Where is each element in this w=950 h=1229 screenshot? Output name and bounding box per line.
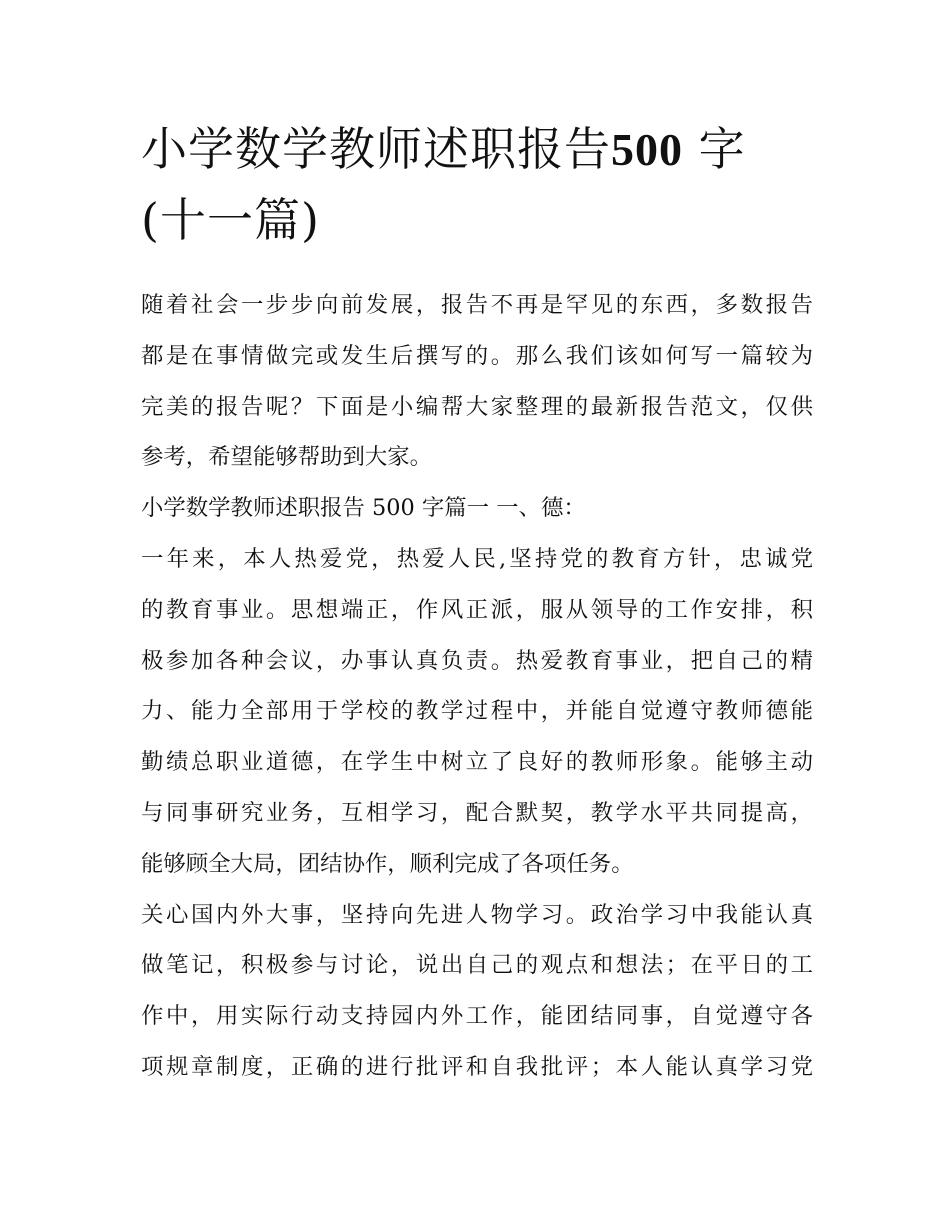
document-body: [141, 280, 813, 1093]
paragraph-section-heading: [141, 483, 813, 534]
text-line: 都是在事情做完或发生后撰写的。那么我们该如何写一篇较为: [141, 342, 813, 369]
paragraph-intro: [141, 280, 813, 483]
title-text: 小学数学教师述职报告: [141, 122, 611, 176]
text-line: 的教育事业。思想端正，作风正派，服从领导的工作安排，积: [141, 596, 813, 623]
text-line: 一年来，本人热爱党，热爱人民,坚持党的教育方针，忠诚党: [141, 545, 813, 572]
text-line: 完美的报告呢？下面是小编帮大家整理的最新报告范文，仅供: [141, 393, 813, 420]
text-line: 做笔记，积极参与讨论，说出自己的观点和想法；在平日的工: [141, 952, 813, 979]
text-line: 项规章制度，正确的进行批评和自我批评；本人能认真学习党: [141, 1053, 813, 1080]
text-line: 能够顾全大局，团结协作，顺利完成了各项任务。: [141, 850, 634, 877]
text-line: 小学数学教师述职报告 500 字篇一 一、德：: [141, 495, 586, 522]
text-line: 勤绩总职业道德，在学生中树立了良好的教师形象。能够主动: [141, 749, 813, 776]
title-suffix: 字: [698, 122, 746, 176]
text-line: 关心国内外大事，坚持向先进人物学习。政治学习中我能认真: [141, 901, 813, 928]
text-line: 参考，希望能够帮助到大家。: [141, 444, 433, 471]
paragraph-ethics: [141, 534, 813, 890]
text-line: 随着社会一步步向前发展，报告不再是罕见的东西，多数报告: [141, 292, 813, 318]
text-line: 与同事研究业务，互相学习，配合默契，教学水平共同提高，: [141, 799, 813, 826]
paragraph-politics: [141, 890, 813, 1093]
text-line: 作中，用实际行动支持园内外工作，能团结同事，自觉遵守各: [141, 1003, 813, 1030]
title-number: 500: [611, 124, 683, 175]
text-line: 极参加各种会议，办事认真负责。热爱教育事业，把自己的精: [141, 647, 813, 674]
text-line: 力、能力全部用于学校的教学过程中，并能自觉遵守教师德能: [141, 698, 813, 725]
document-title: [141, 114, 831, 255]
title-subtitle: (十一篇): [141, 193, 320, 247]
